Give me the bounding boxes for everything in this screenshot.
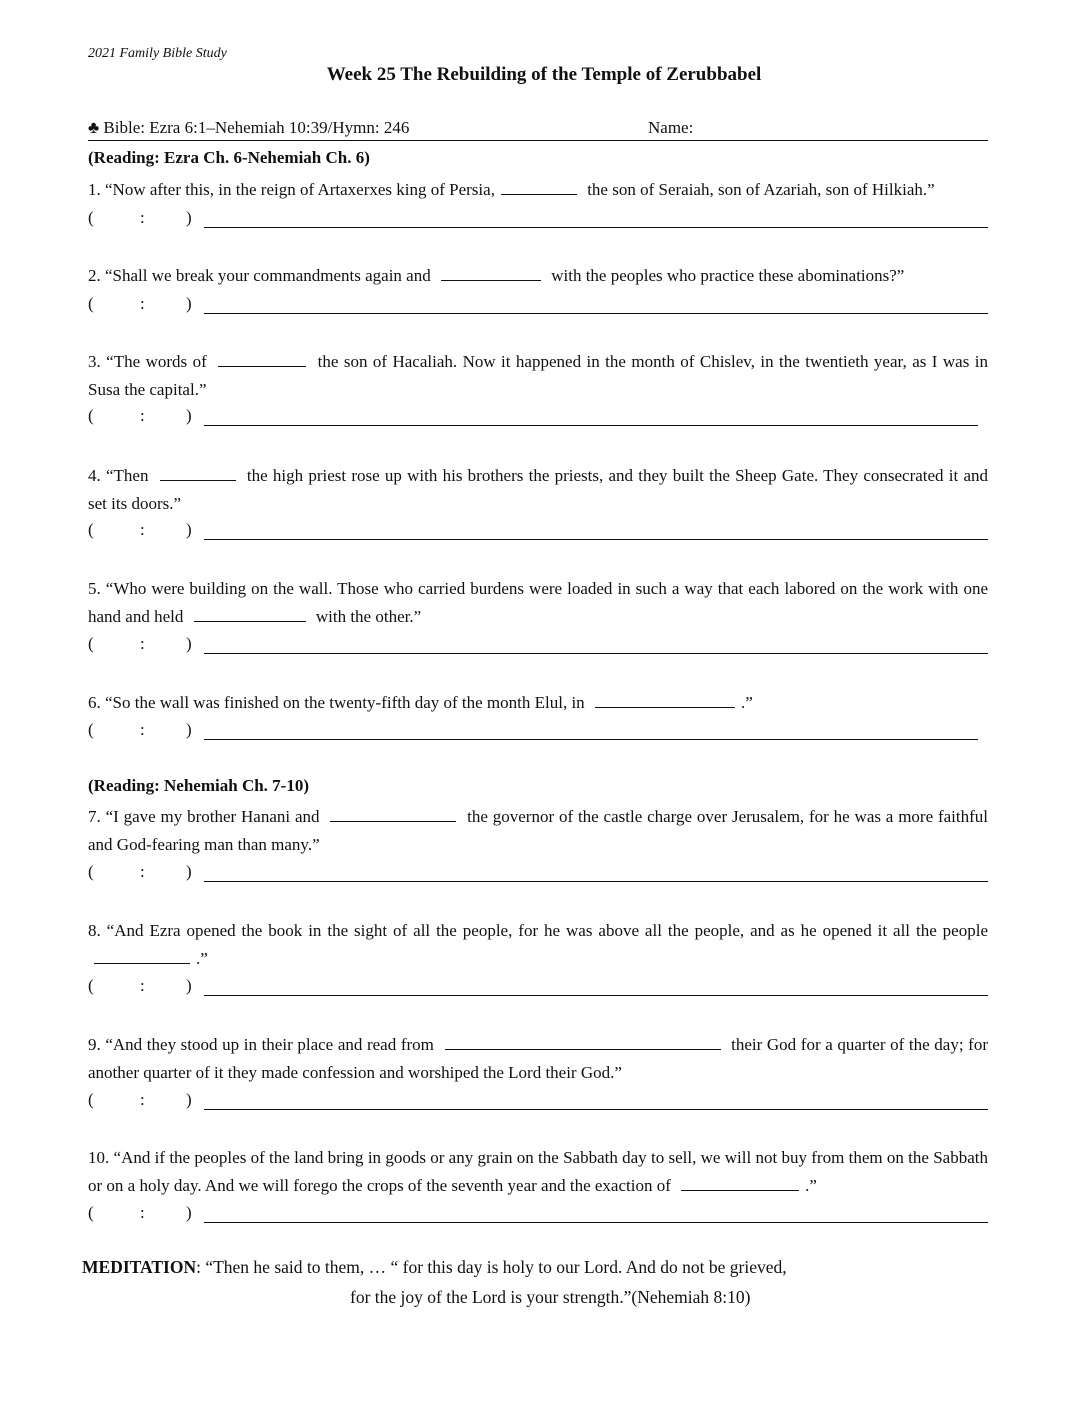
reference-input[interactable] [204, 425, 978, 426]
reference-line: ( : ) [88, 294, 988, 318]
reference-line: ( : ) [88, 720, 988, 744]
reference-input[interactable] [204, 739, 978, 740]
reference-input[interactable] [204, 881, 988, 882]
answer-blank[interactable] [681, 1172, 799, 1191]
question-3: 3. “The words of the son of Hacaliah. Now it happened in the month of Chislev, in the twentieth year, as I was in Susa the capital.” [88, 348, 988, 404]
reference-input[interactable] [204, 1109, 988, 1110]
reference-line: ( : ) [88, 862, 988, 886]
question-1: 1. “Now after this, in the reign of Artaxerxes king of Persia, the son of Seraiah, son of Azariah, son of Hilkiah.” [88, 176, 988, 204]
answer-blank[interactable] [445, 1031, 721, 1050]
question-9: 9. “And they stood up in their place and read from their God for a quarter of the day; for another quarter of it they made confession and worshiped the Lord their God.” [88, 1031, 988, 1087]
reference-line: ( : ) [88, 520, 988, 544]
meditation-label: MEDITATION [82, 1257, 197, 1277]
reference-line: ( : ) [88, 1090, 988, 1114]
answer-blank[interactable] [218, 348, 306, 367]
bible-reference: ♣ Bible: Ezra 6:1–Nehemiah 10:39/Hymn: 246 [88, 118, 410, 137]
reference-line: ( : ) [88, 406, 988, 430]
question-10: 10. “And if the peoples of the land bring in goods or any grain on the Sabbath day to sell, we will not buy from them on the Sabbath or on a holy day. And we will forego the crops of the seventh year and the exaction of .” [88, 1148, 988, 1195]
section-heading-1: (Reading: Ezra Ch. 6-Nehemiah Ch. 6) [88, 148, 370, 167]
info-line [88, 118, 988, 141]
answer-blank[interactable] [595, 689, 735, 708]
answer-blank[interactable] [194, 603, 306, 622]
question-6: 6. “So the wall was finished on the twenty-fifth day of the month Elul, in .” [88, 689, 988, 717]
reference-input[interactable] [204, 995, 988, 996]
reference-line: ( : ) [88, 208, 988, 232]
page-title: Week 25 The Rebuilding of the Temple of Zerubbabel [326, 64, 762, 85]
answer-blank[interactable] [441, 262, 541, 281]
reference-line: ( : ) [88, 1203, 988, 1227]
reference-input[interactable] [204, 653, 988, 654]
meditation-line-1: : “Then he said to them, … “ for this day is holy to our Lord. And do not be grieved, [196, 1257, 787, 1277]
answer-blank[interactable] [330, 803, 456, 822]
question-2: 2. “Shall we break your commandments again and with the peoples who practice these abominations?” [88, 262, 988, 290]
answer-blank[interactable] [94, 945, 190, 964]
reference-line: ( : ) [88, 634, 988, 658]
question-8: 8. “And Ezra opened the book in the sight of all the people, for he was above all the people, and as he opened it all the people .” [88, 921, 988, 968]
meditation-line-2: for the joy of the Lord is your strength.”(Nehemiah 8:10) [350, 1287, 751, 1307]
series-label: 2021 Family Bible Study [88, 46, 227, 61]
answer-blank[interactable] [501, 176, 577, 195]
question-5: 5. “Who were building on the wall. Those who carried burdens were loaded in such a way that each labored on the work with one hand and held with the other.” [88, 579, 988, 626]
reference-input[interactable] [204, 313, 988, 314]
question-4: 4. “Then the high priest rose up with his brothers the priests, and they built the Sheep Gate. They consecrated it and set its doors.” [88, 462, 988, 518]
meditation [82, 1252, 982, 1312]
reference-input[interactable] [204, 539, 988, 540]
name-label: Name: [648, 118, 694, 137]
reference-line: ( : ) [88, 976, 988, 1000]
reference-input[interactable] [204, 1222, 988, 1223]
reference-input[interactable] [204, 227, 988, 228]
answer-blank[interactable] [160, 462, 236, 481]
question-7: 7. “I gave my brother Hanani and the governor of the castle charge over Jerusalem, for he was a more faithful and God-fearing man than many.” [88, 803, 988, 859]
section-heading-2: (Reading: Nehemiah Ch. 7-10) [88, 776, 309, 795]
